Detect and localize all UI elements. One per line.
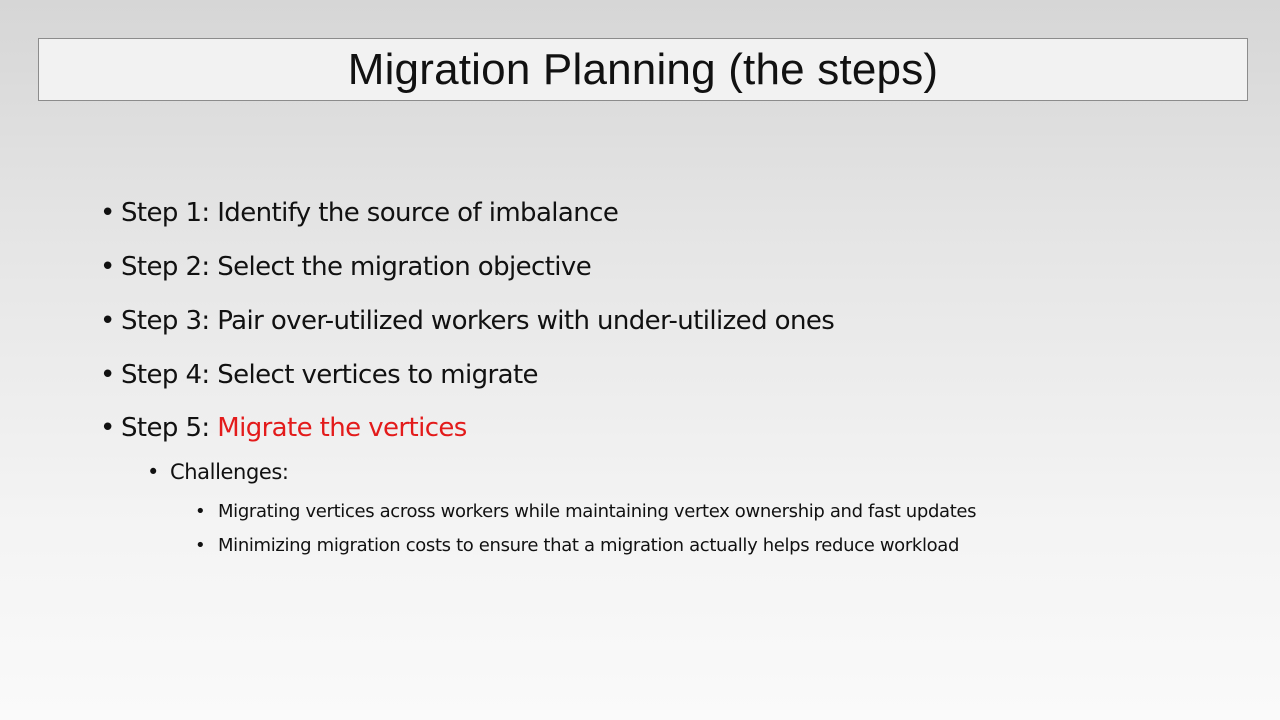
bullet-icon: •	[147, 460, 160, 484]
challenge-text: Migrating vertices across workers while maintaining vertex ownership and fast updates	[218, 501, 977, 522]
step-item	[100, 252, 591, 282]
slide-title: Migration Planning (the steps)	[347, 44, 939, 94]
challenge-item	[195, 501, 976, 522]
challenge-item	[195, 535, 959, 556]
step-item	[100, 413, 467, 443]
step-prefix: Step 5:	[121, 413, 218, 443]
bullet-icon: •	[100, 306, 116, 336]
step-text: Step 4: Select vertices to migrate	[121, 360, 538, 390]
step-item	[100, 360, 538, 390]
bullet-icon: •	[195, 501, 206, 522]
step-text: Step 2: Select the migration objective	[121, 252, 592, 282]
step-item	[100, 306, 834, 336]
step-item	[100, 198, 618, 228]
step-highlight: Migrate the vertices	[217, 413, 467, 443]
bullet-icon: •	[100, 413, 116, 443]
sub-heading-item	[147, 460, 289, 484]
bullet-icon: •	[195, 535, 206, 556]
bullet-icon: •	[100, 360, 116, 390]
step-text: Step 3: Pair over-utilized workers with under-utilized ones	[121, 306, 835, 336]
challenge-text: Minimizing migration costs to ensure that a migration actually helps reduce workload	[218, 535, 960, 556]
sub-heading-text: Challenges:	[170, 460, 289, 484]
step-text	[121, 413, 467, 443]
bullet-icon: •	[100, 252, 116, 282]
bullet-icon: •	[100, 198, 116, 228]
step-text: Step 1: Identify the source of imbalance	[121, 198, 619, 228]
